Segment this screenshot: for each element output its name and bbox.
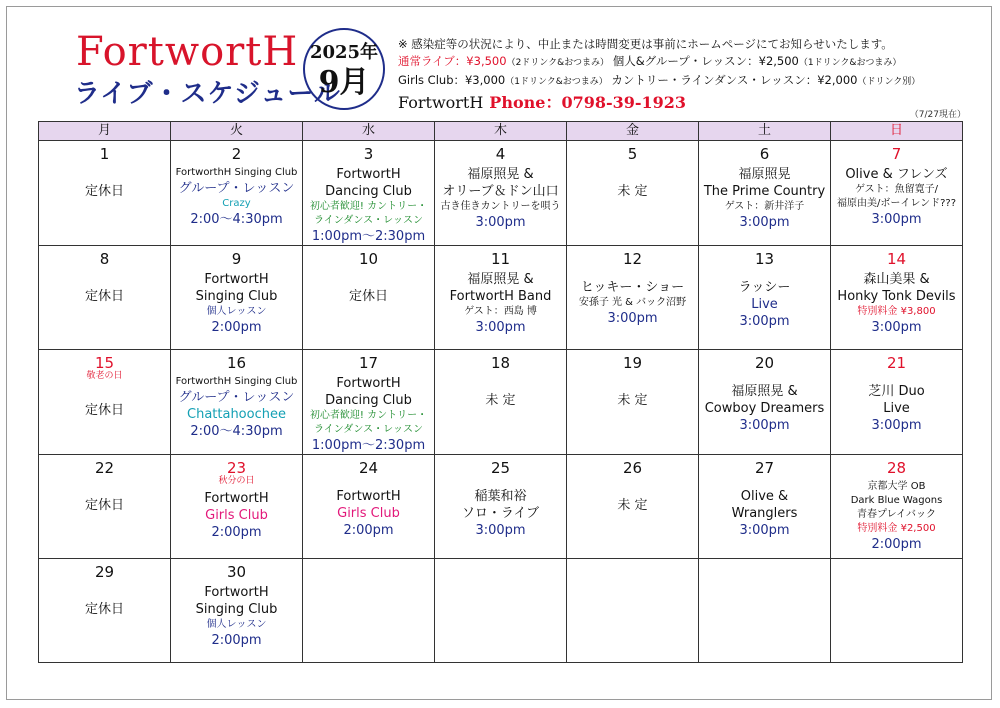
day-number: 19 [622,354,643,372]
event-line: 3:00pm [475,215,526,230]
day-cell [435,455,567,559]
month-badge [303,28,385,110]
event-details [435,166,566,231]
day-cell [699,350,831,455]
event-line: 青春プレイバック [857,509,936,520]
event-line: 定休日 [84,289,124,304]
notice-line: ※ 感染症等の状況により、中止または時間変更は事前にホームページにてお知らせいたします。 [398,37,893,51]
day-cell [831,246,963,350]
event-details [699,383,830,434]
day-cell [39,559,171,663]
day-number: 5 [627,145,638,163]
weekday-sun: 日 [831,122,963,141]
event-details [831,271,962,336]
day-number: 11 [490,250,511,268]
event-details [171,490,302,541]
price-line-2 [398,72,920,91]
day-cell [567,246,699,350]
day-number: 13 [754,250,775,268]
event-line: 3:00pm [871,418,922,433]
day-number: 21 [886,354,907,372]
event-line: Olive & フレンズ [845,167,948,182]
event-line: Chattahoochee [187,407,286,422]
day-cell [831,455,963,559]
event-line: Honky Tonk Devils [837,289,956,304]
line-dance-price: カントリー・ラインダンス・レッスン：¥2,000 [611,73,858,87]
empty-day-cell [567,559,699,663]
price-notes [398,36,920,91]
event-line: 定休日 [84,602,124,617]
price-note-small: （1ドリンク&おつまみ） [798,58,902,68]
weekday-fri: 金 [567,122,699,141]
event-line: 2:00〜4:30pm [190,212,283,227]
holiday-label: 秋分の日 [218,476,255,486]
event-details [831,383,962,434]
event-line: 安孫子 光 & バック沼野 [578,297,687,308]
day-cell [39,141,171,246]
week-row [39,559,963,663]
event-line: 3:00pm [871,212,922,227]
day-number: 24 [358,459,379,477]
day-number: 17 [358,354,379,372]
event-line: Olive & [740,489,789,504]
event-line: 福原照晃 & [467,272,534,287]
day-cell [303,141,435,246]
event-line: 稲葉和裕 [474,489,527,504]
event-line: 2:00pm [343,523,394,538]
day-number: 12 [622,250,643,268]
week-row [39,246,963,350]
event-line: 3:00pm [739,418,790,433]
event-line: 2:00〜4:30pm [190,424,283,439]
event-line: 未 定 [617,184,648,199]
week-row [39,141,963,246]
event-line: Live [883,401,910,416]
day-number: 20 [754,354,775,372]
event-details [699,166,830,231]
event-line: Singing Club [195,289,278,304]
day-cell [831,141,963,246]
event-details [567,279,698,327]
price-note-small: （2ドリンク&おつまみ） [506,58,610,68]
event-line: Girls Club [205,508,268,523]
month-label: 9月 [318,65,370,100]
day-number: 27 [754,459,775,477]
regular-live-price: 通常ライブ：¥3,500 [398,54,507,68]
week-row [39,350,963,455]
day-cell [171,350,303,455]
day-cell [567,455,699,559]
event-line: Dancing Club [325,184,412,199]
event-line: 定休日 [84,184,124,199]
day-number: 30 [226,563,247,581]
event-details [303,166,434,245]
event-line: 2:00pm [871,537,922,552]
event-details [39,601,170,618]
event-line: Girls Club [337,506,400,521]
event-details [567,392,698,409]
event-line: 古き佳きカントリーを唄う [440,201,561,212]
day-number: 22 [94,459,115,477]
event-line: FortwortH Band [449,289,552,304]
day-number: 4 [495,145,506,163]
event-line: 個人レッスン [206,619,267,630]
event-line: オリーブ＆ドン山口 [442,184,559,199]
event-line: 3:00pm [475,523,526,538]
event-line: Cowboy Dreamers [704,401,825,416]
event-line: 定休日 [348,289,388,304]
year-label: 2025年 [309,42,379,63]
event-line: 初心者歓迎! カントリー・ [309,201,428,212]
event-details [831,480,962,553]
event-line: ソロ・ライブ [461,506,540,521]
calendar-table [38,121,963,663]
event-line: 京都大学 OB [867,481,926,492]
event-details [567,183,698,200]
day-cell [303,246,435,350]
girls-club-price: Girls Club：¥3,000 [398,73,506,87]
day-cell [831,350,963,455]
event-line: Crazy [222,198,251,209]
event-details [171,166,302,228]
week-row [39,455,963,559]
phone-line [398,93,686,113]
day-number: 1 [99,145,110,163]
price-note-small: （ドリンク別） [857,77,921,87]
event-line: 3:00pm [739,523,790,538]
event-details [699,488,830,539]
event-line: 未 定 [617,393,648,408]
event-details [171,271,302,336]
event-line: 福原照晃 [738,167,791,182]
weekday-wed: 水 [303,122,435,141]
event-line: 1:00pm〜2:30pm [311,229,426,244]
event-details [39,497,170,514]
day-number: 10 [358,250,379,268]
day-cell [567,141,699,246]
event-line: 福原照晃 & [467,167,534,182]
event-line: 2:00pm [211,525,262,540]
event-line: 個人レッスン [206,306,267,317]
event-line: 3:00pm [739,314,790,329]
event-line: ラッシー [738,280,791,295]
day-cell [39,350,171,455]
event-details [303,488,434,539]
event-details [303,375,434,454]
day-number: 16 [226,354,247,372]
day-cell [699,455,831,559]
event-line: 3:00pm [871,320,922,335]
event-line: 定休日 [84,498,124,513]
event-line: 特別料金 ¥3,800 [857,306,936,317]
event-line: 3:00pm [607,311,658,326]
day-cell [699,246,831,350]
event-line: ラインダンス・レッスン [314,215,423,226]
event-line: 2:00pm [211,633,262,648]
event-line: 特別料金 ¥2,500 [857,523,936,534]
event-details [435,488,566,539]
weekday-mon: 月 [39,122,171,141]
event-line: Singing Club [195,602,278,617]
event-details [39,402,170,419]
event-details [39,288,170,305]
brand-title: FortwortH [76,29,299,75]
event-line: 3:00pm [475,320,526,335]
event-line: 初心者歓迎! カントリー・ [309,410,428,421]
day-number: 3 [363,145,374,163]
day-cell [39,246,171,350]
day-cell [435,246,567,350]
day-number: 25 [490,459,511,477]
schedule-subtitle: ライブ・スケジュール [74,78,341,108]
holiday-label: 敬老の日 [86,371,123,381]
event-line: 定休日 [84,403,124,418]
empty-day-cell [303,559,435,663]
day-number: 18 [490,354,511,372]
weekday-thu: 木 [435,122,567,141]
event-line: FortwortH [204,585,269,600]
day-cell [171,141,303,246]
weekday-sat: 土 [699,122,831,141]
day-cell [303,455,435,559]
day-number: 7 [891,145,902,163]
event-line: 3:00pm [739,215,790,230]
event-line: Dancing Club [325,393,412,408]
day-number: 28 [886,459,907,477]
event-line: FortwortH [336,376,401,391]
event-line: ゲスト：西島 博 [464,306,537,317]
event-details [699,279,830,330]
event-line: FortworthH Singing Club [175,167,298,178]
event-line: 未 定 [485,393,516,408]
event-details [171,375,302,440]
empty-day-cell [831,559,963,663]
day-number: 6 [759,145,770,163]
event-line: FortwortH [336,167,401,182]
lesson-price: 個人&グループ・レッスン：¥2,500 [612,54,799,68]
event-line: 福原由美/ボーイレンド??? [836,198,957,209]
day-number: 2 [231,145,242,163]
event-line: The Prime Country [703,184,826,199]
day-number: 29 [94,563,115,581]
empty-day-cell [699,559,831,663]
event-line: グループ・レッスン [178,390,295,405]
calendar-body [39,141,963,663]
event-details [39,183,170,200]
event-line: ヒッキー・ショー [580,280,685,295]
event-line: FortwortH [204,491,269,506]
event-line: FortworthH Singing Club [175,376,298,387]
day-cell [567,350,699,455]
event-line: Live [751,297,778,312]
event-line: FortwortH [336,489,401,504]
event-details [303,288,434,305]
day-cell [435,141,567,246]
phone-number: Phone：0798-39-1923 [489,93,687,112]
day-number: 14 [886,250,907,268]
event-details [435,271,566,336]
price-note-small: （1ドリンク&おつまみ） [505,77,608,87]
event-details [171,584,302,649]
day-number: 15 [94,354,115,372]
event-details [567,497,698,514]
event-line: 芝川 Duo [868,384,925,399]
day-number: 8 [99,250,110,268]
event-line: FortwortH [204,272,269,287]
event-line: ゲスト：新井洋子 [724,201,805,212]
weekday-tue: 火 [171,122,303,141]
empty-day-cell [435,559,567,663]
event-line: 2:00pm [211,320,262,335]
phone-venue-name: FortwortH [398,93,484,112]
day-number: 26 [622,459,643,477]
day-cell [303,350,435,455]
as-of-date: （7/27現在） [909,110,966,120]
day-cell [699,141,831,246]
event-line: ラインダンス・レッスン [314,424,423,435]
event-line: Dark Blue Wagons [850,495,943,506]
day-cell [435,350,567,455]
event-details [435,392,566,409]
event-line: Wranglers [731,506,798,521]
event-line: 1:00pm〜2:30pm [311,438,426,453]
event-line: 森山美果 & [863,272,930,287]
day-number: 23 [226,459,247,477]
day-cell [171,559,303,663]
day-cell [171,455,303,559]
day-cell [171,246,303,350]
weekday-header-row [39,122,963,141]
day-number: 9 [231,250,242,268]
event-line: ゲスト：魚留寛子/ [855,184,938,195]
event-line: 福原照晃 & [731,384,798,399]
price-line-1 [398,53,920,72]
event-line: 未 定 [617,498,648,513]
day-cell [39,455,171,559]
event-line: グループ・レッスン [178,181,295,196]
event-details [831,166,962,228]
